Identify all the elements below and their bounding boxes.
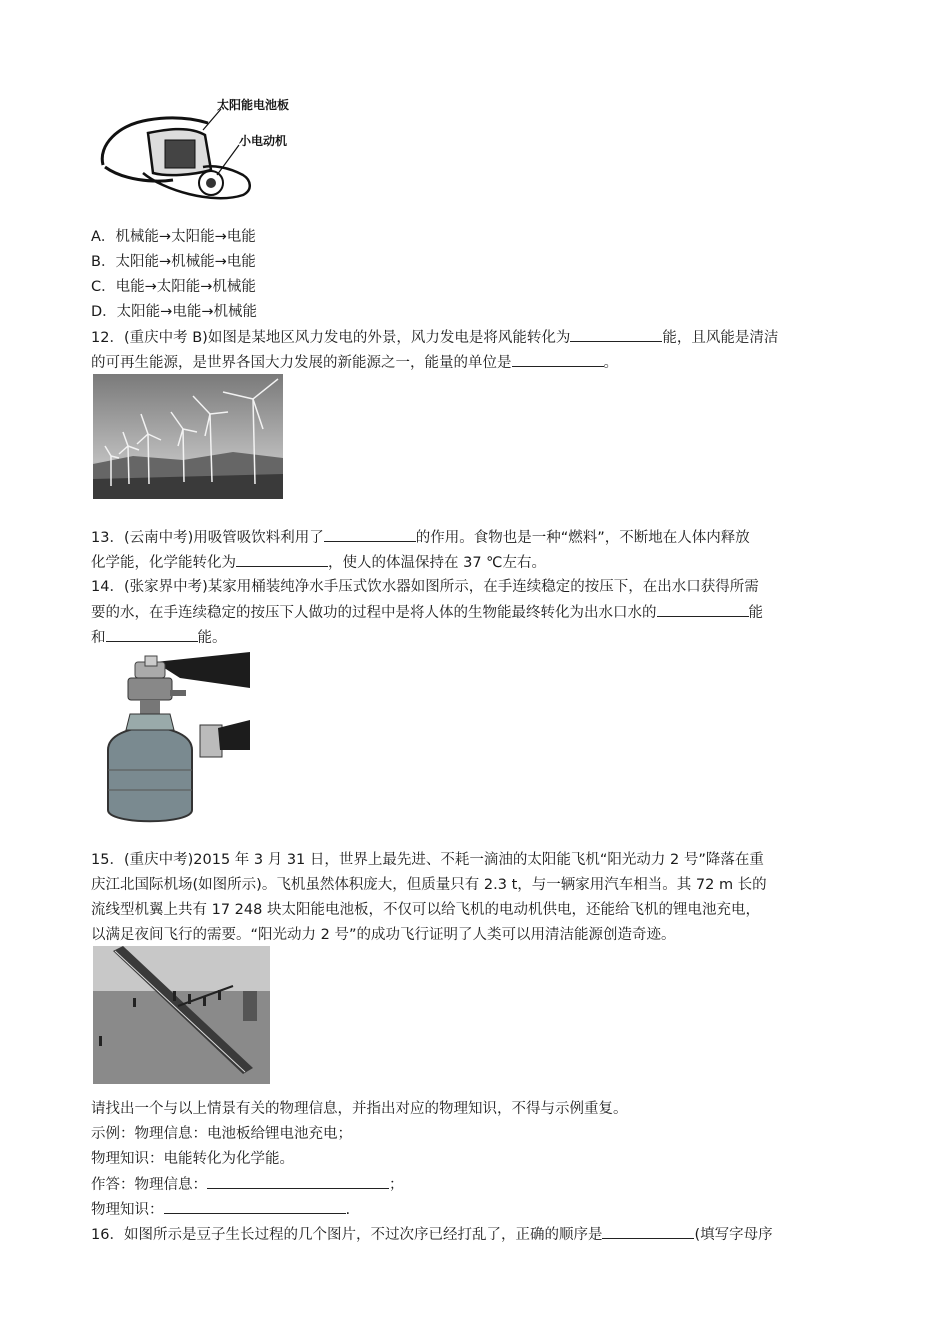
solar-plane-photo bbox=[93, 946, 270, 1084]
q12-text-b: 能，且风能是清洁 bbox=[662, 330, 779, 346]
answer-knowledge-label: 物理知识： bbox=[91, 1202, 164, 1218]
answer-info-blank[interactable] bbox=[207, 1174, 389, 1189]
answer-info-end: ； bbox=[389, 1177, 404, 1193]
q12-text-d: 。 bbox=[603, 355, 618, 371]
q13-text-c: 化学能，化学能转化为 bbox=[91, 555, 236, 571]
wind-farm-photo bbox=[93, 374, 283, 499]
option-c: C．电能→太阳能→机械能 bbox=[91, 279, 256, 295]
q15-answer-knowledge bbox=[91, 1199, 350, 1220]
q13-line2 bbox=[91, 552, 546, 573]
q16-line1 bbox=[91, 1224, 773, 1245]
motor-label: 小电动机 bbox=[239, 134, 288, 148]
q15-answer-info bbox=[91, 1174, 404, 1195]
q14-line1: 14．(张家界中考)某家用桶装纯净水手压式饮水器如图所示，在手连续稳定的按压下，在出水口获得所需 bbox=[91, 579, 759, 595]
q14-text-d: 能。 bbox=[197, 630, 227, 646]
option-d: D．太阳能→电能→机械能 bbox=[91, 304, 257, 320]
q15-line1: 15．(重庆中考)2015 年 3 月 31 日，世界上最先进、不耗一滴油的太阳能飞机“阳光动力 2 号”降落在重 bbox=[91, 852, 764, 868]
solar-hat-figure bbox=[93, 95, 308, 215]
option-b: B．太阳能→机械能→电能 bbox=[91, 254, 256, 270]
q13-line1 bbox=[91, 527, 750, 548]
q14-line2 bbox=[91, 602, 763, 623]
q15-example-knowledge: 物理知识：电能转化为化学能。 bbox=[91, 1151, 294, 1167]
q12-line1 bbox=[91, 327, 778, 348]
water-dispenser-photo bbox=[100, 650, 250, 830]
answer-knowledge-end: . bbox=[345, 1202, 351, 1218]
q16-text-a: 16．如图所示是豆子生长过程的几个图片，不过次序已经打乱了，正确的顺序是 bbox=[91, 1227, 603, 1243]
q15-line4: 以满足夜间飞行的需要。“阳光动力 2 号”的成功飞行证明了人类可以用清洁能源创造奇迹。 bbox=[91, 927, 676, 943]
q14-blank-1[interactable] bbox=[657, 602, 749, 617]
q15-prompt: 请找出一个与以上情景有关的物理信息，并指出对应的物理知识，不得与示例重复。 bbox=[91, 1101, 628, 1117]
q13-blank-1[interactable] bbox=[324, 527, 416, 542]
q14-blank-2[interactable] bbox=[106, 627, 198, 642]
option-a: A．机械能→太阳能→电能 bbox=[91, 229, 256, 245]
q14-line3 bbox=[91, 627, 227, 648]
wind-farm-drawing bbox=[93, 374, 283, 499]
q13-text-d: ，使人的体温保持在 37 ℃左右。 bbox=[328, 555, 546, 571]
q13-blank-2[interactable] bbox=[236, 552, 328, 567]
q15-example-info: 示例：物理信息：电池板给锂电池充电； bbox=[91, 1126, 352, 1142]
q13-text-a: 13．(云南中考)用吸管吸饮料利用了 bbox=[91, 530, 324, 546]
q14-text-b: 能 bbox=[748, 605, 763, 621]
answer-knowledge-blank[interactable] bbox=[164, 1199, 346, 1214]
q12-text-c: 的可再生能源，是世界各国大力发展的新能源之一，能量的单位是 bbox=[91, 355, 512, 371]
water-dispenser-drawing bbox=[100, 650, 250, 830]
q14-text-c: 和 bbox=[91, 630, 106, 646]
q12-text-a: 12．(重庆中考 B)如图是某地区风力发电的外景，风力发电是将风能转化为 bbox=[91, 330, 571, 346]
q12-blank-1[interactable] bbox=[570, 327, 662, 342]
solar-plane-drawing bbox=[93, 946, 270, 1084]
solar-hat-drawing bbox=[93, 95, 308, 215]
solar-panel-label: 太阳能电池板 bbox=[217, 98, 290, 112]
q16-blank-1[interactable] bbox=[602, 1224, 694, 1239]
q13-text-b: 的作用。食物也是一种“燃料”，不断地在人体内释放 bbox=[415, 530, 750, 546]
answer-info-label: 作答：物理信息： bbox=[91, 1177, 207, 1193]
q12-line2 bbox=[91, 352, 618, 373]
q16-text-b: (填写字母序 bbox=[694, 1227, 773, 1243]
q14-text-a: 要的水，在手连续稳定的按压下人做功的过程中是将人体的生物能最终转化为出水口水的 bbox=[91, 605, 657, 621]
q15-line2: 庆江北国际机场(如图所示)。飞机虽然体积庞大，但质量只有 2.3 t，与一辆家用汽车相当。其 72 m 长的 bbox=[91, 877, 767, 893]
q12-blank-2[interactable] bbox=[512, 352, 604, 367]
q15-line3: 流线型机翼上共有 17 248 块太阳能电池板，不仅可以给飞机的电动机供电，还能给飞机的锂电池充电， bbox=[91, 902, 760, 918]
